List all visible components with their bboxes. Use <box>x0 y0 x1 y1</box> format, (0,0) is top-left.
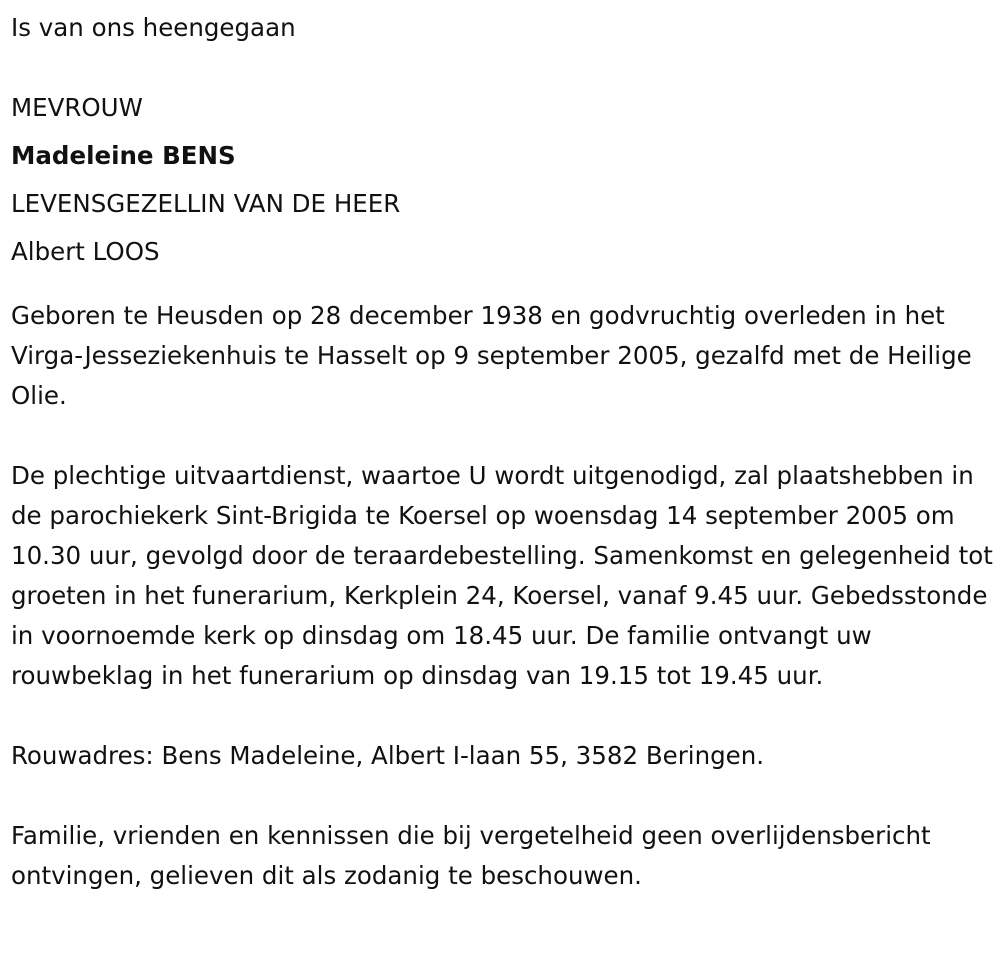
funeral-paragraph <box>11 456 996 696</box>
birth-death-text: Geboren te Heusden op 28 december 1938 en godvruchtig overleden in het Virga-Jesseziekenhuis te Hasselt op 9 september 2005, gezalfd met de Heilige Olie. <box>11 301 972 410</box>
address-paragraph <box>11 736 996 776</box>
relation-text: LEVENSGEZELLIN VAN DE HEER <box>11 189 401 218</box>
partner-name: Albert LOOS <box>11 237 160 266</box>
birth-death-paragraph <box>11 296 996 416</box>
spacer <box>11 416 1000 456</box>
address-text: Rouwadres: Bens Madeleine, Albert I-laan 55, 3582 Beringen. <box>11 741 765 770</box>
intro-text: Is van ons heengegaan <box>11 13 296 42</box>
closing-text: Familie, vrienden en kennissen die bij vergetelheid geen overlijdensbericht ontvingen, gelieven dit als zodanig te beschouwen. <box>11 821 931 890</box>
spacer <box>11 776 1000 816</box>
spacer <box>11 52 1000 84</box>
funeral-text: De plechtige uitvaartdienst, waartoe U wordt uitgenodigd, zal plaatshebben in de parochiekerk Sint-Brigida te Koersel op woensdag 14 september 2005 om 10.30 uur, gevolgd door de teraardebestelling. Samenkomst en gelegenheid tot groeten in het funerarium, Kerkplein 24, Koersel, vanaf 9.45 uur. Gebedsstonde in voornoemde kerk op dinsdag om 18.45 uur. De familie ontvangt uw rouwbeklag in het funerarium op dinsdag van 19.15 tot 19.45 uur. <box>11 461 993 690</box>
honorific-title: MEVROUW <box>11 93 143 122</box>
spacer <box>11 276 1000 296</box>
closing-paragraph <box>11 816 996 896</box>
spacer <box>11 696 1000 736</box>
deceased-name: Madeleine BENS <box>11 141 236 170</box>
